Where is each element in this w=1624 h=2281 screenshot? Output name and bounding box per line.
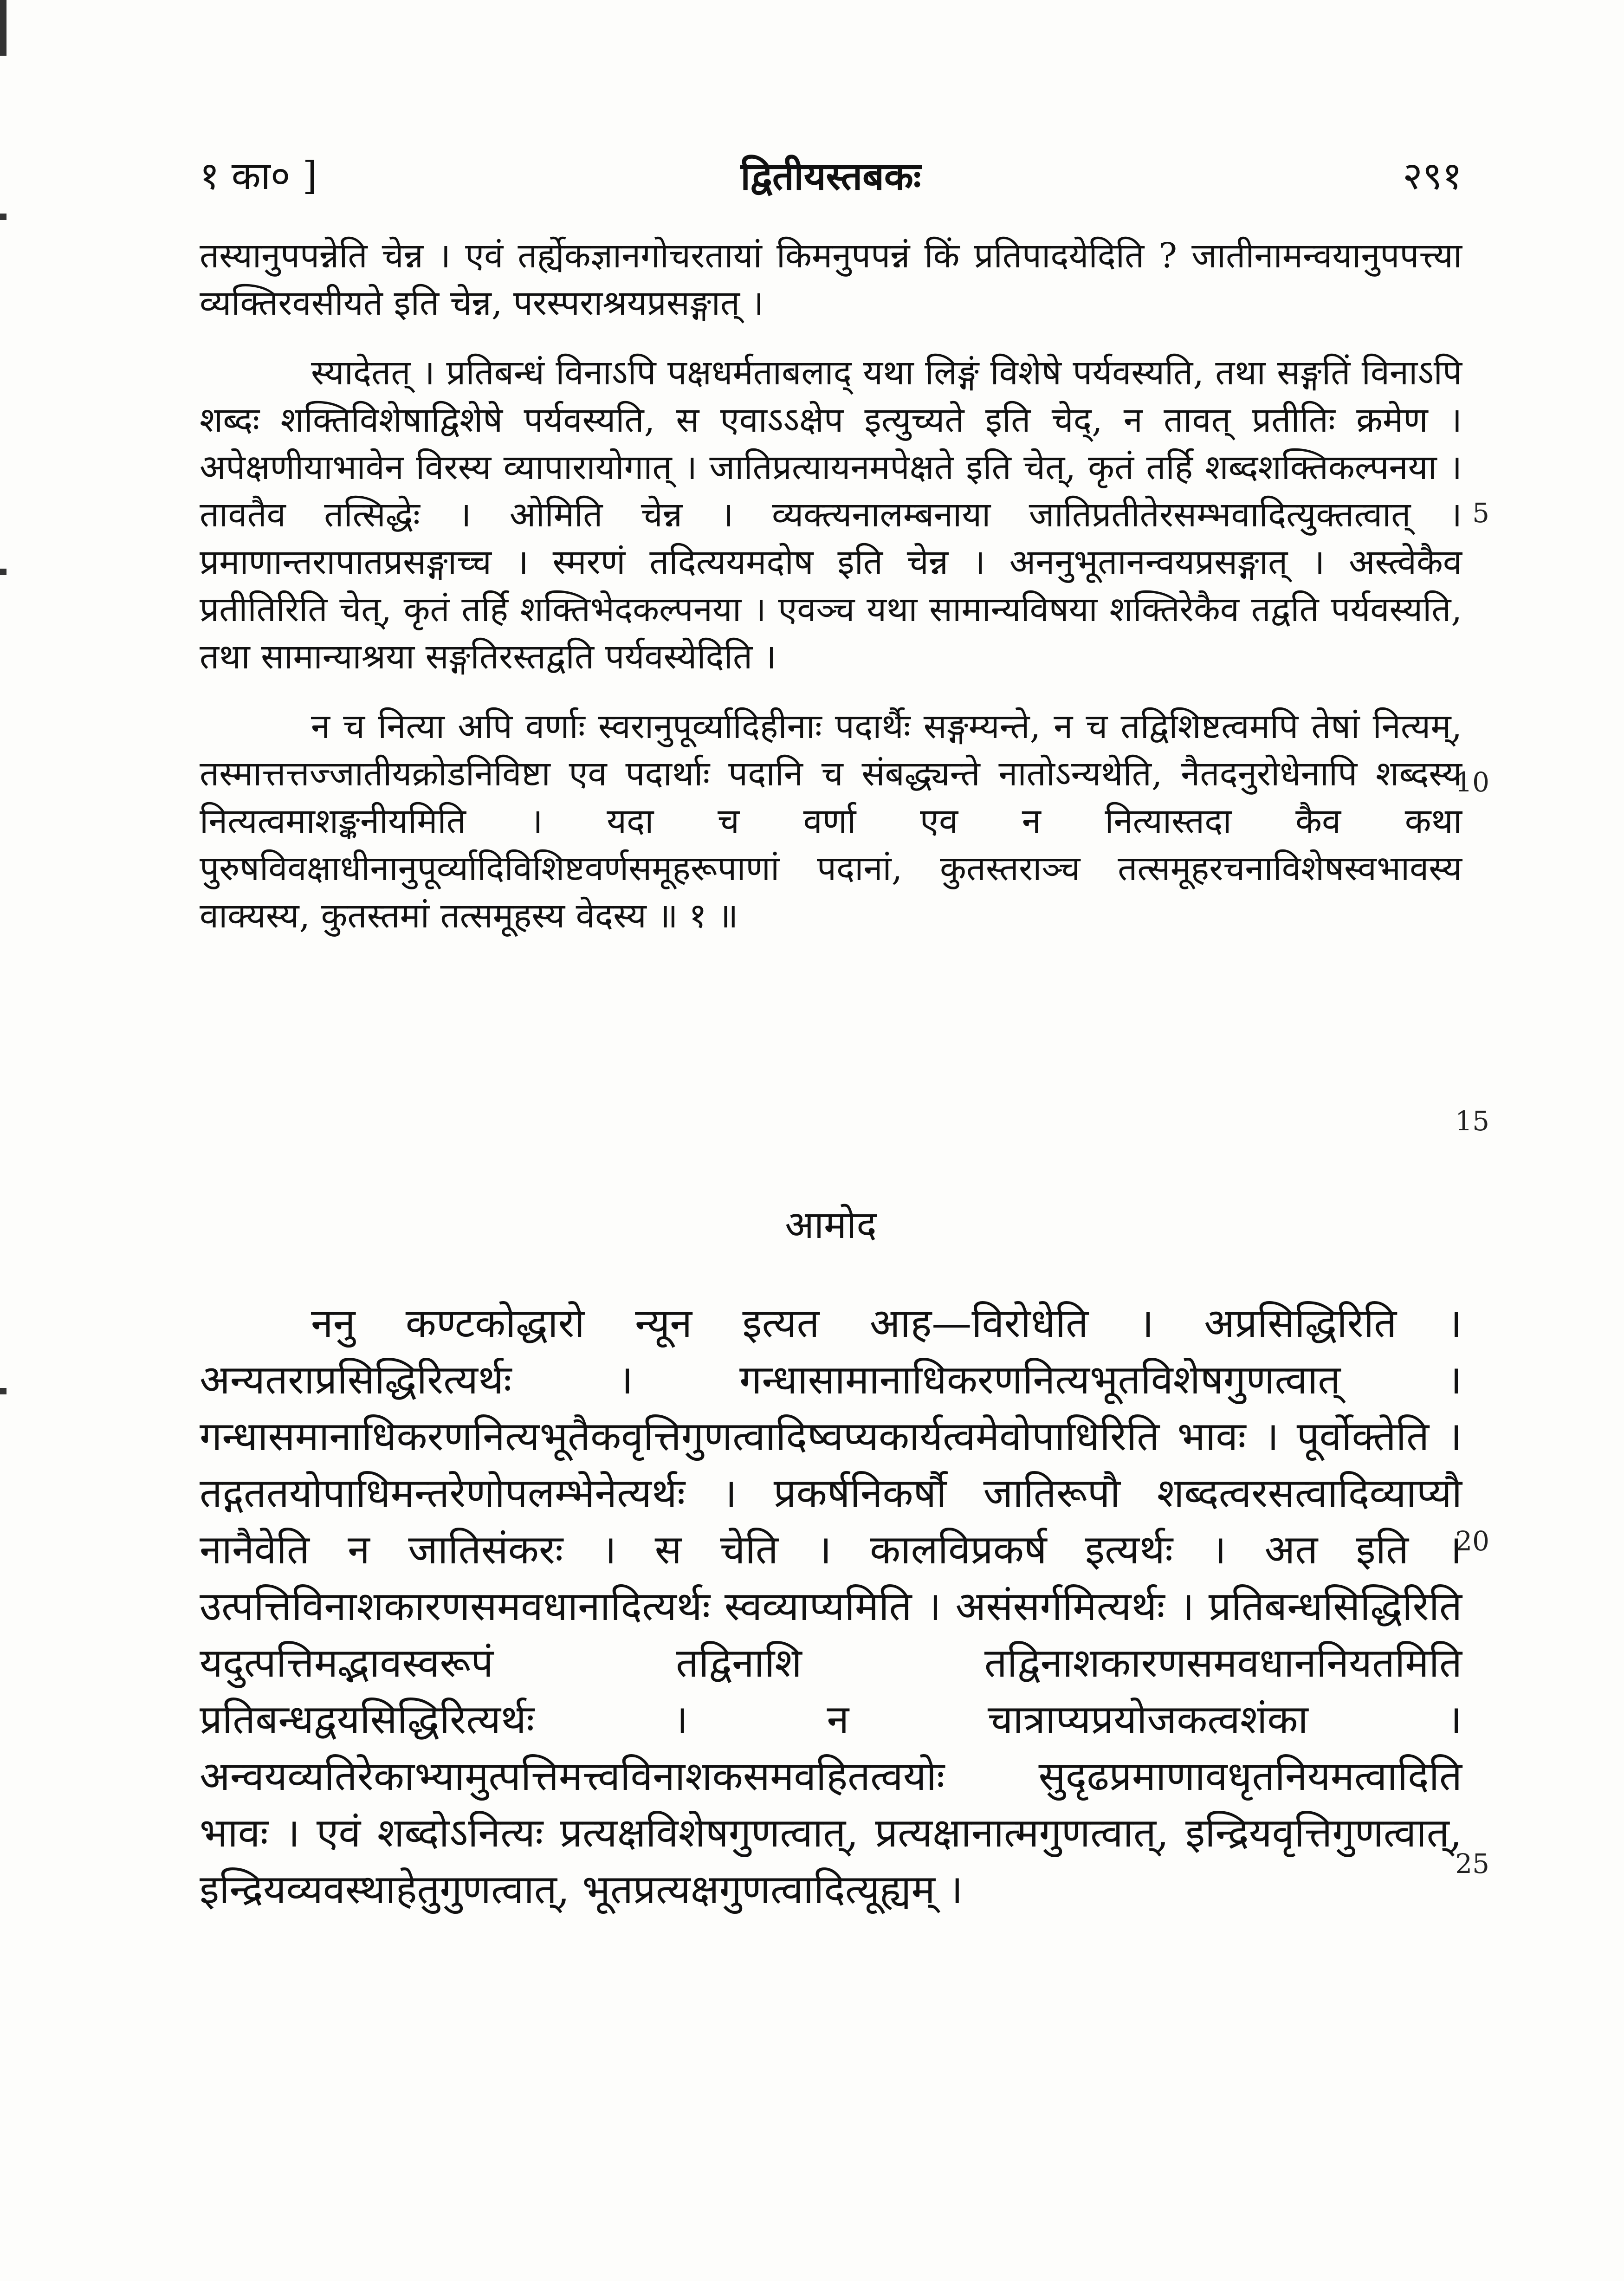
commentary-paragraph: ननु कण्टकोद्धारो न्यून इत्यत आह—विरोधेति । अप्रसिद्धिरिति । अन्यतराप्रसिद्धिरित्यर्थः । गन्धासामानाधिकरणनित्यभूतविशेषगुणत्वात् । गन्धासमानाधिकरणनित्यभूतैकवृत्तिगुणत्वादिष्वप्यकार्यत्वमेवोपाधिरिति भावः । पूर्वोक्तेति । तद्गततयोपाधिमन्तरेणोपलम्भेनेत्यर्थः । प्रकर्षनिकर्षौ जातिरूपौ शब्दत्वरसत्वादिव्याप्यौ नानैवेति न जातिसंकरः । स चेति । कालविप्रकर्ष इत्यर्थः । अत इति । उत्पत्तिविनाशकारणसमवधानादित्यर्थः स्वव्याप्यमिति । असंसर्गमित्यर्थः । प्रतिबन्धसिद्धिरिति यदुत्पत्तिमद्भावस्वरूपं तद्विनाशि तद्विनाशकारणसमवधाननियतमिति प्रतिबन्धद्वयसिद्धिरित्यर्थः । न चात्राप्यप्रयोजकत्वशंका । अन्वयव्यतिरेकाभ्यामुत्पत्तिमत्त्वविनाशकसमवहितत्वयोः सुदृढप्रमाणावधृतनियमत्वादिति भावः । एवं शब्दोऽनित्यः प्रत्यक्षविशेषगुणत्वात्, प्रत्यक्षानात्मगुणत्वात्, इन्द्रियवृत्तिगुणत्वात्, इन्द्रियव्यवस्थाहेतुगुणत्वात्, भूतप्रत्यक्षगुणत्वादित्यूह्यम् ।	[200, 1300, 1462, 1913]
line-number-25: 25	[1455, 1848, 1489, 1879]
mula-paragraph-2: स्यादेतत् । प्रतिबन्धं विनाऽपि पक्षधर्मताबलाद् यथा लिङ्गं विशेषे पर्यवस्यति, तथा सङ्गतिं विनाऽपि शब्दः शक्तिविशेषाद्विशेषे पर्यवस्यति, स एवाऽऽक्षेप इत्युच्यते इति चेद्, न तावत् प्रतीतिः क्रमेण । अपेक्षणीयाभावेन विरस्य व्यापारायोगात् । जातिप्रत्यायनमपेक्षते इति चेत्, कृतं तर्हि शब्दशक्तिकल्पनया । तावतैव तत्सिद्धेः । ओमिति चेन्न । व्यक्त्यनालम्बनाया जातिप्रतीतेरसम्भवादित्युक्तत्वात् । प्रमाणान्तरापातप्रसङ्गाच्च । स्मरणं तदित्ययमदोष इति चेन्न । अननुभूतानन्वयप्रसङ्गात् । अस्त्वेकैव प्रतीतिरिति चेत्, कृतं तर्हि शक्तिभेदकल्पनया । एवञ्च यथा सामान्यविषया शक्तिरेकैव तद्वति पर्यवस्यति, तथा सामान्याश्रया सङ्गतिरस्तद्वति पर्यवस्येदिति ।	[200, 353, 1462, 677]
running-header	[200, 149, 1462, 209]
commentary-heading: आमोद	[785, 1203, 877, 1247]
page-number: २९१	[1403, 154, 1462, 198]
mula-paragraph-3: न च नित्या अपि वर्णाः स्वरानुपूर्व्यादिहीनाः पदार्थैः सङ्गम्यन्ते, न च तद्विशिष्टत्वमपि तेषां नित्यम्, तस्मात्तत्तज्जातीयक्रोडनिविष्टा एव पदार्थाः पदानि च संबद्ध्यन्ते नातोऽन्यथेति, नैतदनुरोधेनापि शब्दस्य नित्यत्वमाशङ्कनीयमिति । यदा च वर्णा एव न नित्यास्तदा कैव कथा पुरुषविवक्षाधीनानुपूर्व्यादिविशिष्टवर्णसमूहरूपाणां पदानां, कुतस्तराञ्च तत्समूहरचनाविशेषस्वभावस्य वाक्यस्य, कुतस्तमां तत्समूहस्य वेदस्य ॥ १ ॥	[200, 706, 1462, 936]
commentary-text	[200, 1295, 1462, 1918]
line-number-10: 10	[1455, 766, 1489, 798]
header-section-ref: १ का० ]	[200, 154, 317, 198]
margin-mark	[0, 1388, 6, 1394]
mula-text	[200, 232, 1462, 962]
line-number-5: 5	[1472, 497, 1489, 529]
header-chapter-title: द्वितीयस्तबकः	[740, 154, 921, 199]
margin-mark	[0, 214, 6, 220]
line-number-15: 15	[1455, 1105, 1489, 1137]
mula-paragraph-1: तस्यानुपपन्नेति चेन्न । एवं तर्ह्येकज्ञानगोचरतायां किमनुपपन्नं किं प्रतिपादयेदिति ? जातीनामन्वयानुपपत्त्या व्यक्तिरवसीयते इति चेन्न, परस्पराश्रयप्रसङ्गात् ।	[200, 236, 1462, 323]
margin-mark	[0, 0, 6, 56]
margin-mark	[0, 569, 6, 575]
line-number-20: 20	[1455, 1525, 1489, 1557]
